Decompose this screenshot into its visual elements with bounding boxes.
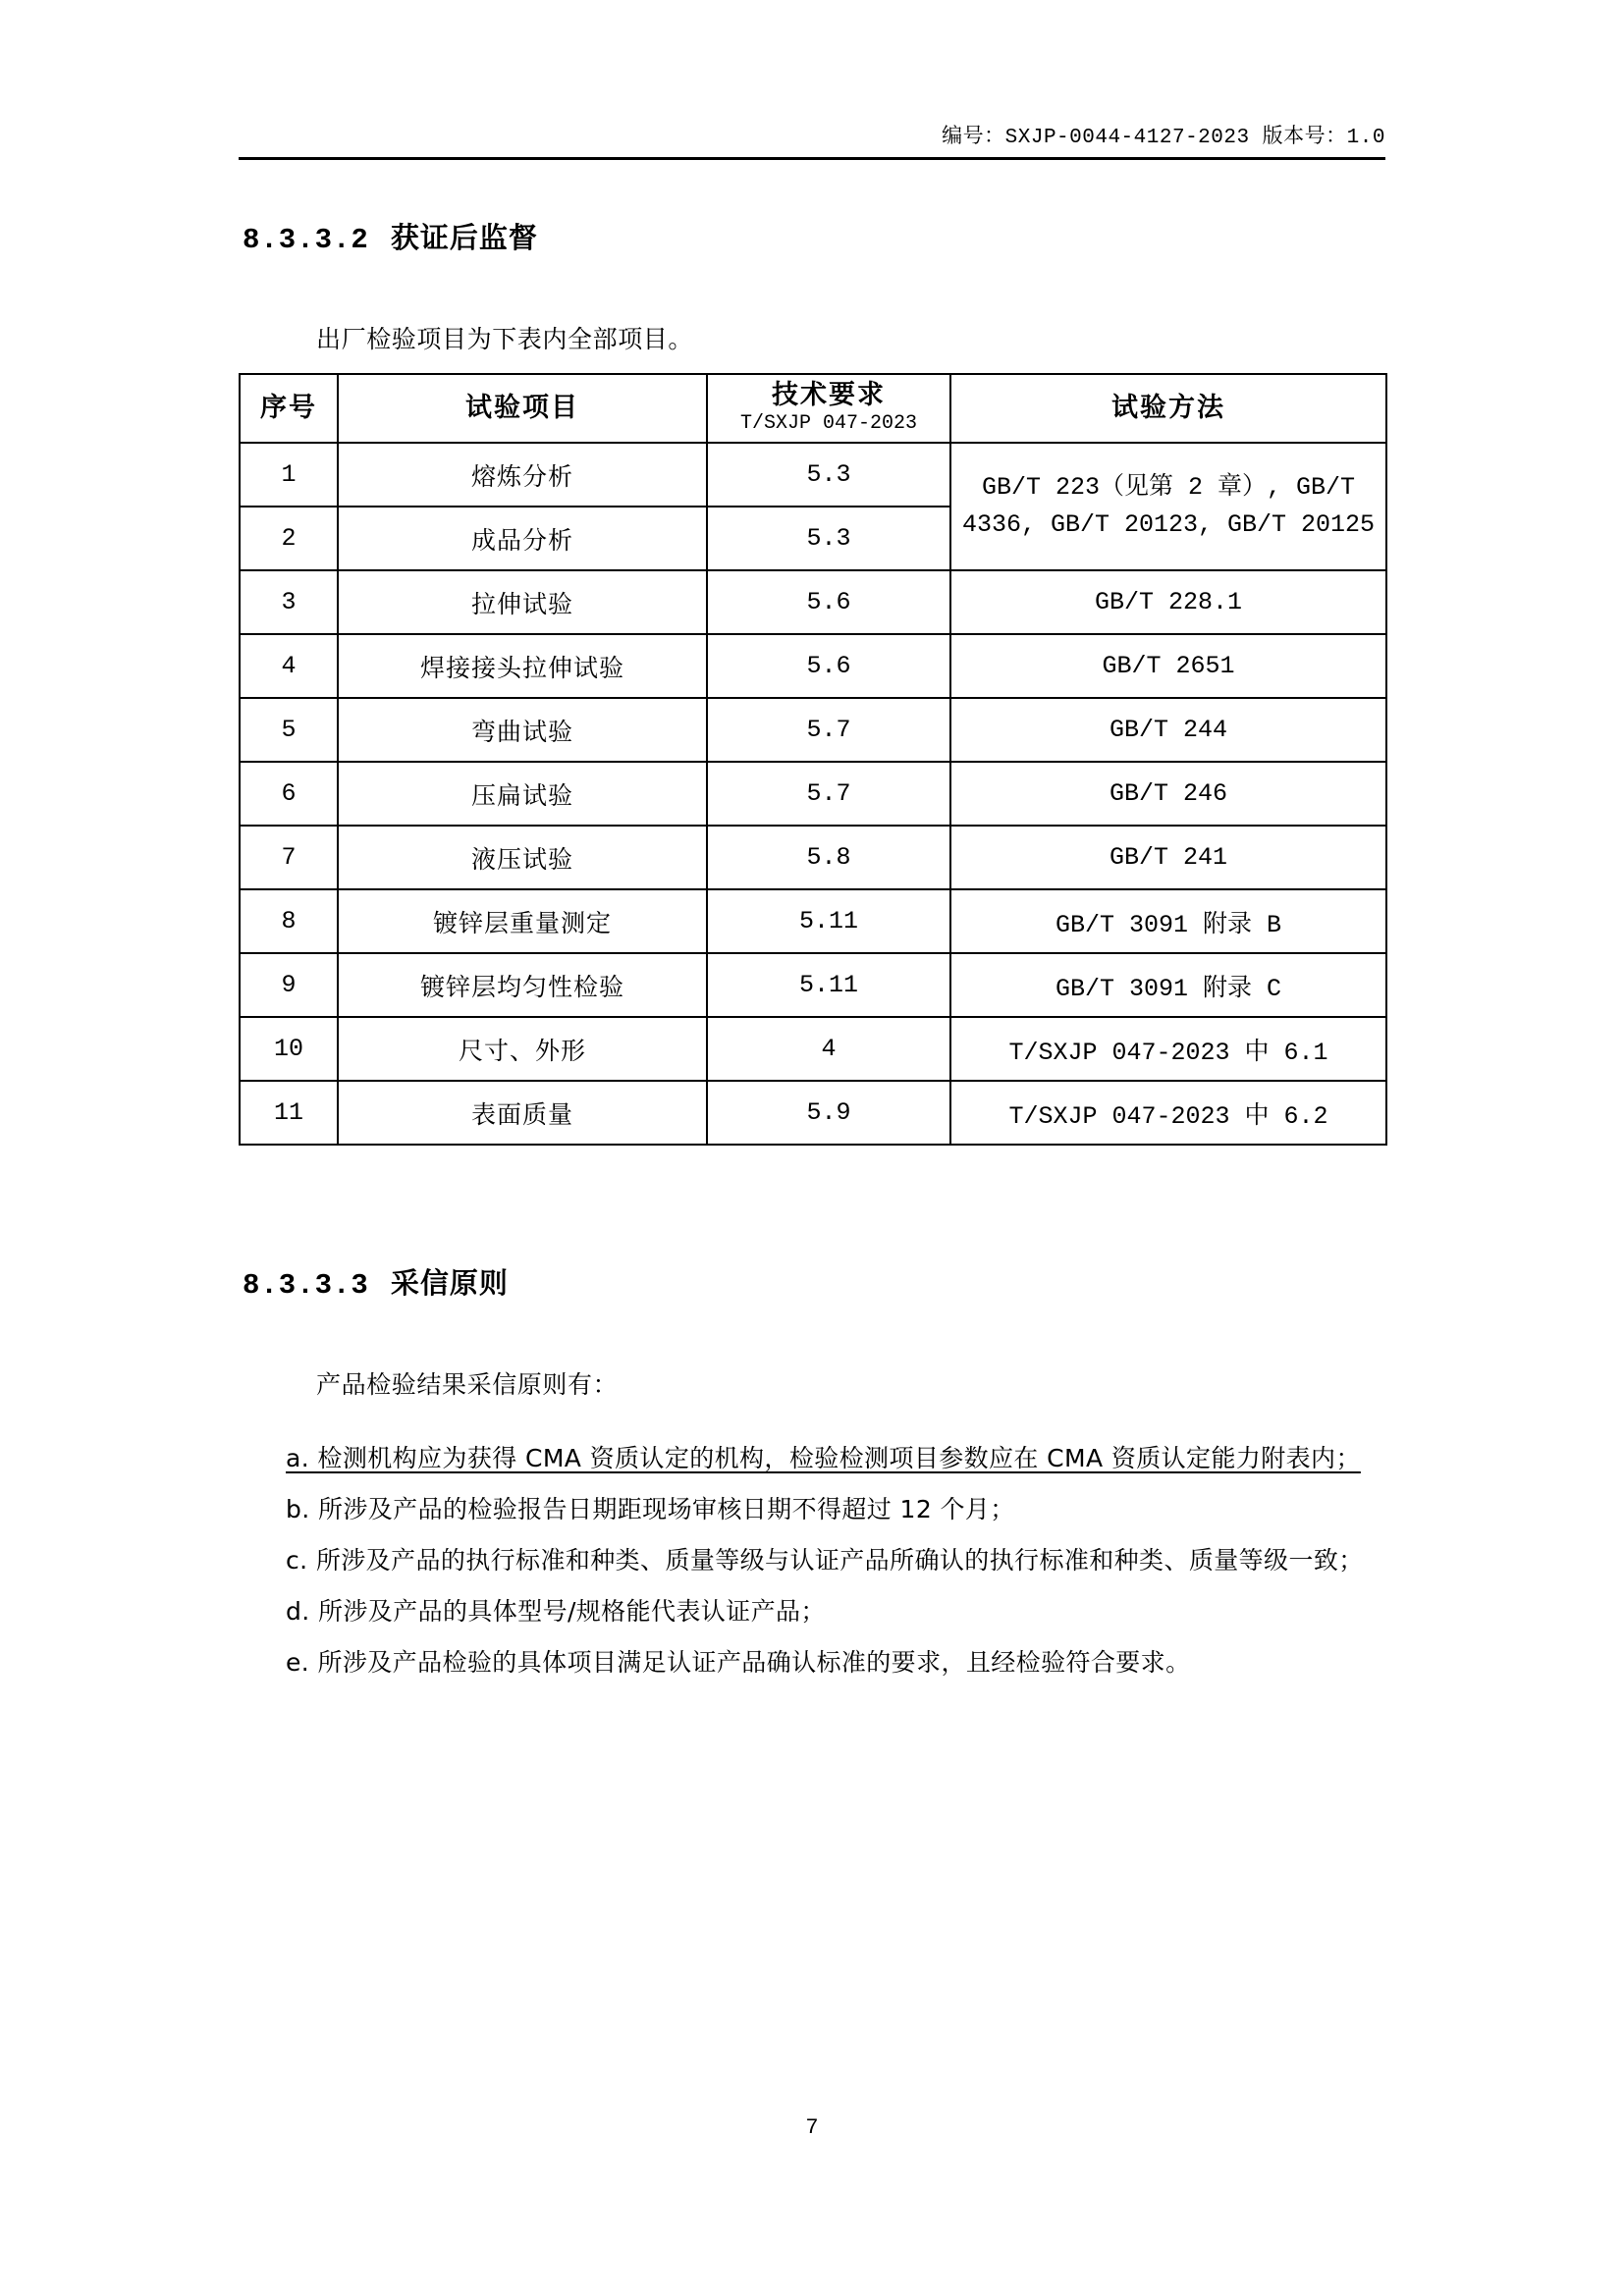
cell-requirement: 5.3 xyxy=(707,443,950,507)
section-heading-8333 xyxy=(243,1261,509,1302)
cell-requirement: 5.6 xyxy=(707,570,950,634)
table-row xyxy=(240,953,1386,1017)
page-header: 编号：SXJP-0044-4127-2023 版本号：1.0 xyxy=(942,127,1385,149)
cell-method: GB/T 228.1 xyxy=(950,570,1386,634)
table-row xyxy=(240,889,1386,953)
principle-item-c: c. 所涉及产品的执行标准和种类、质量等级与认证产品所确认的执行标准和种类、质量等级一致； xyxy=(286,1546,1364,1575)
th-method: 试验方法 xyxy=(950,374,1386,443)
cell-item: 拉伸试验 xyxy=(338,570,707,634)
cell-method: GB/T 3091 附录 B xyxy=(950,889,1386,953)
cell-item: 弯曲试验 xyxy=(338,698,707,762)
cell-no: 6 xyxy=(240,762,338,826)
cell-item: 镀锌层均匀性检验 xyxy=(338,953,707,1017)
cell-method: GB/T 246 xyxy=(950,762,1386,826)
cell-no: 2 xyxy=(240,507,338,570)
cell-no: 3 xyxy=(240,570,338,634)
cell-no: 1 xyxy=(240,443,338,507)
cell-method: GB/T 244 xyxy=(950,698,1386,762)
cell-requirement: 5.11 xyxy=(707,889,950,953)
cell-item: 焊接接头拉伸试验 xyxy=(338,634,707,698)
cell-no: 8 xyxy=(240,889,338,953)
section-number-8332: 8.3.3.2 xyxy=(243,224,369,256)
cell-item: 成品分析 xyxy=(338,507,707,570)
section-heading-8332 xyxy=(243,216,538,256)
th-no: 序号 xyxy=(240,374,338,443)
cell-item: 尺寸、外形 xyxy=(338,1017,707,1081)
cell-requirement: 5.9 xyxy=(707,1081,950,1145)
section-title-8332: 获证后监督 xyxy=(390,221,538,254)
principle-item-d: d. 所涉及产品的具体型号/规格能代表认证产品； xyxy=(286,1597,826,1626)
cell-item: 液压试验 xyxy=(338,826,707,889)
cell-item: 表面质量 xyxy=(338,1081,707,1145)
table-row xyxy=(240,443,1386,507)
table-row xyxy=(240,1017,1386,1081)
cell-no: 10 xyxy=(240,1017,338,1081)
adoption-principles-list xyxy=(239,1433,1385,1688)
principle-item-b: b. 所涉及产品的检验报告日期距现场审核日期不得超过 12 个月； xyxy=(286,1495,1015,1523)
cell-no: 11 xyxy=(240,1081,338,1145)
cell-no: 4 xyxy=(240,634,338,698)
table-header-row xyxy=(240,374,1386,443)
principle-item-e: e. 所涉及产品检验的具体项目满足认证产品确认标准的要求，且经检验符合要求。 xyxy=(286,1648,1191,1677)
cell-requirement: 4 xyxy=(707,1017,950,1081)
table-row xyxy=(240,570,1386,634)
method-merged-text: GB/T 223（见第 2 章）, GB/T 4336, GB/T 20123, GB/T 20125 xyxy=(961,473,1376,539)
cell-requirement: 5.6 xyxy=(707,634,950,698)
cell-method: T/SXJP 047-2023 中 6.1 xyxy=(950,1017,1386,1081)
cell-requirement: 5.7 xyxy=(707,698,950,762)
adoption-intro-paragraph: 产品检验结果采信原则有： xyxy=(316,1370,619,1399)
cell-no: 5 xyxy=(240,698,338,762)
table-row xyxy=(240,1081,1386,1145)
intro-paragraph: 出厂检验项目为下表内全部项目。 xyxy=(316,325,694,353)
th-requirement: 技术要求 T/SXJP 047-2023 xyxy=(707,374,950,443)
cell-method: GB/T 3091 附录 C xyxy=(950,953,1386,1017)
header-divider xyxy=(239,157,1385,160)
table-row xyxy=(240,826,1386,889)
cell-requirement: 5.8 xyxy=(707,826,950,889)
section-number-8333: 8.3.3.3 xyxy=(243,1269,369,1302)
cell-requirement: 5.3 xyxy=(707,507,950,570)
cell-requirement: 5.11 xyxy=(707,953,950,1017)
cell-method-merged xyxy=(950,443,1386,570)
cell-no: 7 xyxy=(240,826,338,889)
principle-item-a: a. 检测机构应为获得 CMA 资质认定的机构，检验检测项目参数应在 CMA 资质认定能力附表内； xyxy=(286,1444,1361,1472)
table-row xyxy=(240,762,1386,826)
cell-item: 压扁试验 xyxy=(338,762,707,826)
table-row xyxy=(240,698,1386,762)
cell-no: 9 xyxy=(240,953,338,1017)
section-title-8333: 采信原则 xyxy=(390,1266,509,1300)
page-number: 7 xyxy=(805,2115,819,2140)
table-row xyxy=(240,634,1386,698)
cell-method: GB/T 2651 xyxy=(950,634,1386,698)
th-item: 试验项目 xyxy=(338,374,707,443)
cell-item: 镀锌层重量测定 xyxy=(338,889,707,953)
cell-item: 熔炼分析 xyxy=(338,443,707,507)
cell-requirement: 5.7 xyxy=(707,762,950,826)
test-items-table xyxy=(239,373,1387,1146)
cell-method: GB/T 241 xyxy=(950,826,1386,889)
cell-method: T/SXJP 047-2023 中 6.2 xyxy=(950,1081,1386,1145)
